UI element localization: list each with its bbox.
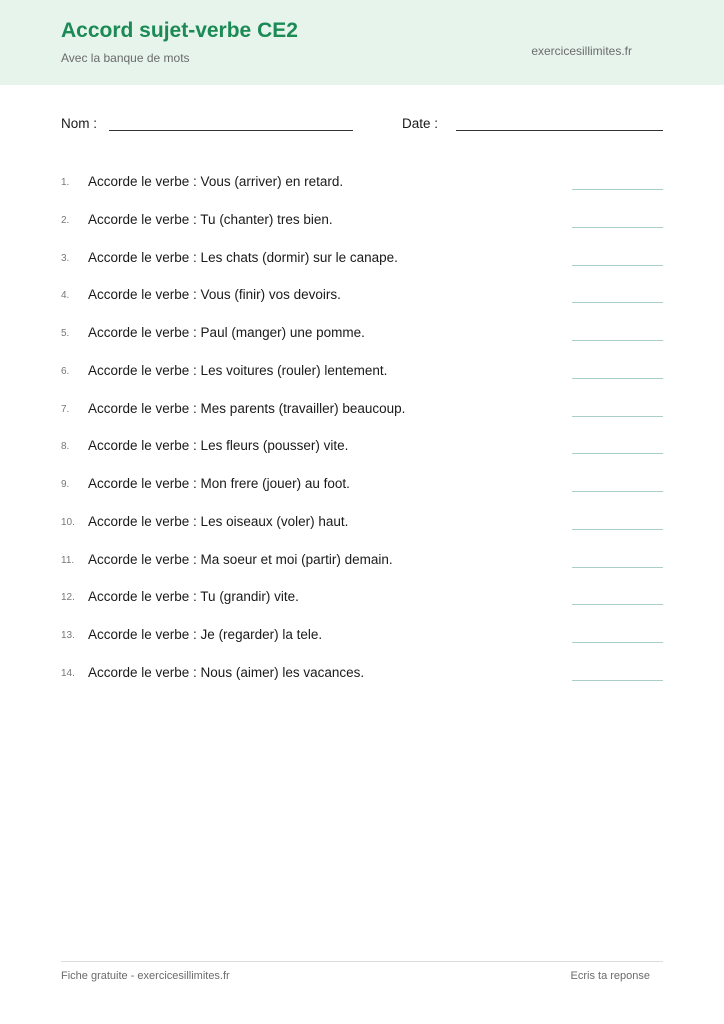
exercise-number: 11.: [61, 554, 75, 566]
exercise-item: [61, 665, 663, 703]
exercise-question: Accorde le verbe : Tu (grandir) vite.: [88, 589, 299, 605]
exercise-item: [61, 363, 663, 401]
exercise-question: Accorde le verbe : Mon frere (jouer) au foot.: [88, 476, 350, 491]
page-title: Accord sujet-verbe CE2: [61, 19, 298, 42]
exercise-item: [61, 325, 663, 363]
exercise-number: 6.: [61, 365, 70, 377]
answer-line[interactable]: [572, 340, 663, 341]
exercise-item: [61, 627, 663, 665]
exercise-number: 8.: [61, 441, 70, 453]
exercise-question: Accorde le verbe : Je (regarder) la tele.: [88, 627, 323, 642]
exercise-item: [61, 401, 663, 439]
exercise-question: Accorde le verbe : Paul (manger) une pomme.: [88, 325, 365, 340]
header-banner: [0, 0, 724, 85]
exercise-list: [61, 174, 663, 703]
footer-instruction: Ecris ta reponse: [570, 970, 650, 982]
answer-line[interactable]: [572, 302, 663, 303]
exercise-number: 4.: [61, 290, 70, 302]
exercise-number: 1.: [61, 177, 70, 188]
exercise-question: Accorde le verbe : Ma soeur et moi (partir) demain.: [88, 551, 393, 567]
exercise-number: 7.: [61, 403, 70, 415]
exercise-question: Accorde le verbe : Les chats (dormir) sur le canape.: [88, 249, 398, 265]
name-field[interactable]: [109, 130, 353, 131]
exercise-item: [61, 250, 663, 288]
date-field[interactable]: [456, 130, 663, 131]
answer-line[interactable]: [572, 227, 663, 228]
exercise-question: Accorde le verbe : Les oiseaux (voler) haut.: [88, 513, 349, 529]
answer-line[interactable]: [572, 567, 663, 568]
exercise-number: 12.: [61, 592, 75, 604]
exercise-question: Accorde le verbe : Vous (arriver) en retard.: [88, 174, 344, 189]
exercise-item: [61, 476, 663, 514]
answer-line[interactable]: [572, 529, 663, 530]
footer-divider: [61, 961, 663, 962]
student-info-row: [61, 116, 664, 136]
exercise-item: [61, 212, 663, 250]
exercise-question: Accorde le verbe : Nous (aimer) les vacances.: [88, 664, 365, 680]
exercise-number: 9.: [61, 479, 70, 490]
exercise-number: 2.: [61, 214, 70, 226]
name-label: Nom :: [61, 116, 98, 131]
exercise-number: 14.: [61, 667, 75, 679]
answer-line[interactable]: [572, 416, 663, 417]
date-label: Date :: [402, 116, 439, 131]
answer-line[interactable]: [572, 491, 663, 492]
answer-line[interactable]: [572, 453, 663, 454]
footer-credit: Fiche gratuite - exercicesillimites.fr: [61, 970, 230, 982]
exercise-item: [61, 174, 663, 212]
exercise-number: 3.: [61, 252, 70, 264]
exercise-number: 5.: [61, 328, 70, 339]
exercise-item: [61, 552, 663, 590]
exercise-item: [61, 438, 663, 476]
exercise-question: Accorde le verbe : Vous (finir) vos devoirs.: [88, 287, 341, 303]
answer-line[interactable]: [572, 680, 663, 681]
page-subtitle: Avec la banque de mots: [61, 51, 190, 65]
exercise-number: 10.: [61, 516, 75, 528]
exercise-question: Accorde le verbe : Les fleurs (pousser) vite.: [88, 438, 349, 454]
answer-line[interactable]: [572, 378, 663, 379]
exercise-question: Accorde le verbe : Tu (chanter) tres bien.: [88, 211, 333, 227]
answer-line[interactable]: [572, 189, 663, 190]
exercise-item: [61, 589, 663, 627]
exercise-question: Accorde le verbe : Mes parents (travailler) beaucoup.: [88, 400, 406, 416]
exercise-number: 13.: [61, 630, 75, 641]
answer-line[interactable]: [572, 642, 663, 643]
exercise-question: Accorde le verbe : Les voitures (rouler) lentement.: [88, 362, 388, 378]
answer-line[interactable]: [572, 265, 663, 266]
answer-line[interactable]: [572, 604, 663, 605]
site-name: exercicesillimites.fr: [531, 44, 632, 58]
exercise-item: [61, 287, 663, 325]
exercise-item: [61, 514, 663, 552]
